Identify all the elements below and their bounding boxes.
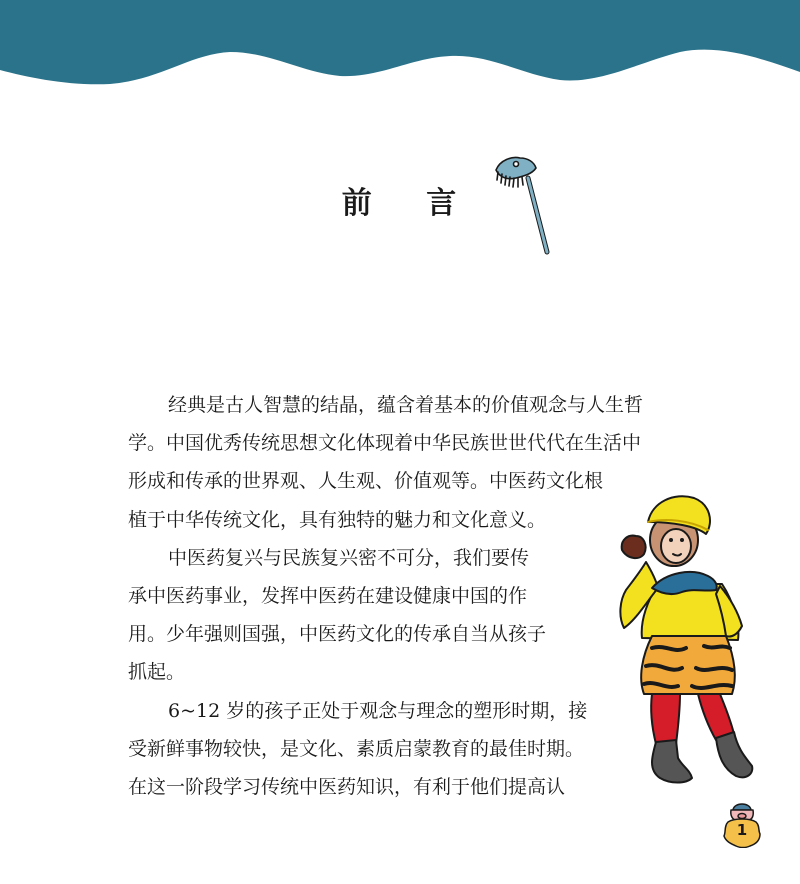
text-line: 学。中国优秀传统思想文化体现着中华民族世世代代在生活中 [128, 432, 642, 455]
text-line: 在这一阶段学习传统中医药知识，有利于他们提高认 [128, 776, 566, 799]
text-line: 受新鲜事物较快，是文化、素质启蒙教育的最佳时期。 [128, 737, 585, 760]
text-line: 承中医药事业，发挥中医药在建设健康中国的作 [128, 585, 528, 608]
text-line: 经典是古人智慧的结晶，蕴含着基本的价值观念与人生哲 [168, 394, 644, 416]
monkey-king-icon [612, 488, 760, 788]
text-line: 中医药复兴与民族复兴密不可分，我们要传 [168, 546, 530, 569]
text-line: 6~12 岁的孩子正处于观念与理念的塑形时期，接 [168, 699, 588, 722]
text-line: 植于中华传统文化，具有独特的魅力和文化意义。 [128, 508, 547, 531]
text-line: 形成和传承的世界观、人生观、价值观等。中医药文化根 [128, 470, 604, 493]
header-wave [0, 0, 800, 95]
page-number: 1 [736, 821, 748, 839]
rake-icon [490, 152, 560, 258]
text-line: 抓起。 [128, 661, 186, 684]
page-title: 前 言 [341, 186, 479, 221]
text-line: 用。少年强则国强，中医药文化的传承自当从孩子 [128, 623, 547, 646]
